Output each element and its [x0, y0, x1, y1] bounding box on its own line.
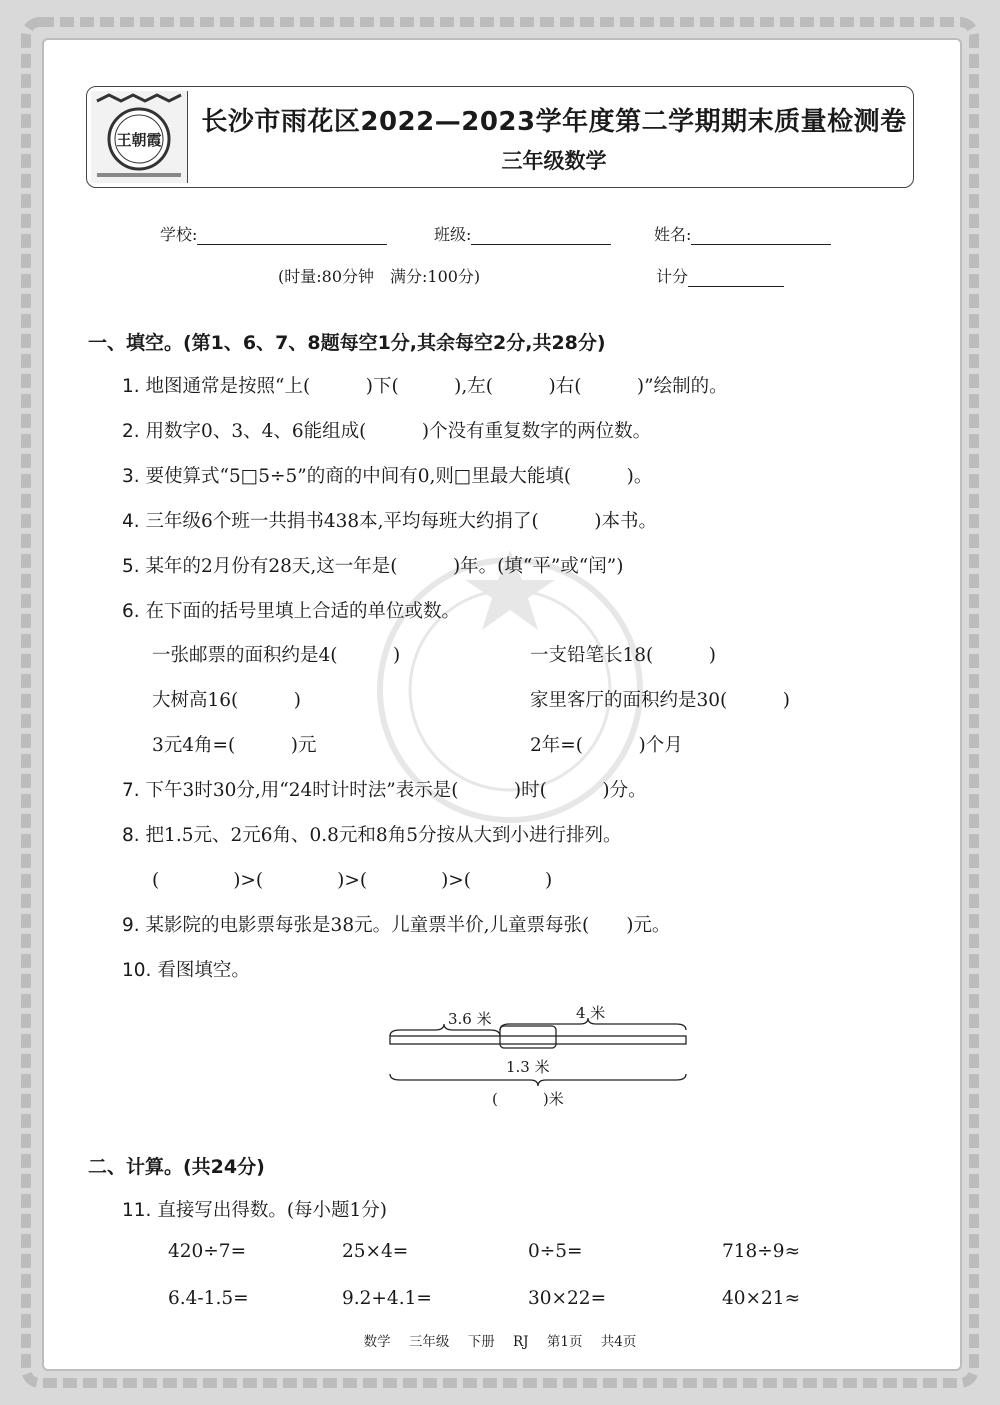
question-6f: 2年=( )个月: [530, 735, 683, 756]
question-6d: 家里客厅的面积约是30( ): [530, 690, 790, 711]
segment-bar: [390, 1036, 686, 1044]
question-6a: 一张邮票的面积约是4( ): [152, 645, 401, 666]
question-8-answer-row: ( )>( )>( )>( ): [152, 870, 553, 891]
calc-item: 40×21≈: [722, 1288, 801, 1309]
time-info: (时量:80分钟 满分:100分): [278, 267, 481, 286]
calc-item: 6.4-1.5=: [168, 1288, 249, 1309]
school-field[interactable]: [160, 222, 387, 245]
calc-item: 718÷9≈: [722, 1241, 801, 1262]
question-7: 7. 下午3时30分,用“24时计时法”表示是( )时( )分。: [122, 780, 647, 801]
page-footer: [0, 1330, 1000, 1350]
question-6c: 大树高16( ): [152, 690, 301, 711]
exam-header: [86, 86, 914, 188]
calc-item: 30×22=: [528, 1288, 607, 1309]
score-field[interactable]: [656, 264, 784, 287]
class-label: 班级:: [434, 225, 472, 244]
class-field[interactable]: [434, 222, 611, 245]
question-10: 10. 看图填空。: [122, 960, 250, 981]
calc-item: 420÷7=: [168, 1241, 247, 1262]
question-11: 11. 直接写出得数。(每小题1分): [122, 1200, 388, 1221]
footer-total: 共4页: [600, 1334, 637, 1350]
exam-subtitle: 三年级数学: [501, 149, 607, 173]
question-6: 6. 在下面的括号里填上合适的单位或数。: [122, 601, 461, 622]
footer-grade: 三年级: [408, 1334, 450, 1350]
question-9: 9. 某影院的电影票每张是38元。儿童票半价,儿童票每张( )元。: [122, 915, 671, 936]
exam-title: 长沙市雨花区2022—2023学年度第二学期期末质量检测卷: [201, 107, 907, 137]
question-3: 3. 要使算式“5□5÷5”的商的中间有0,则□里最大能填( )。: [122, 466, 653, 487]
left-length-label: 3.6 米: [448, 1010, 492, 1028]
question-4: 4. 三年级6个班一共捐书438本,平均每班大约捐了( )本书。: [122, 511, 657, 532]
question-6e: 3元4角=( )元: [152, 735, 317, 756]
name-field[interactable]: [654, 222, 831, 245]
footer-page: 第1页: [546, 1334, 583, 1350]
calc-item: 25×4=: [342, 1241, 409, 1262]
overlap-length-label: 1.3 米: [506, 1058, 550, 1076]
question-2: 2. 用数字0、3、4、6能组成( )个没有重复数字的两位数。: [122, 421, 652, 442]
total-length-label: ( )米: [492, 1090, 564, 1108]
question-6b: 一支铅笔长18( ): [530, 645, 716, 666]
calc-item: 0÷5=: [528, 1241, 583, 1262]
school-label: 学校:: [160, 225, 198, 244]
logo-text: 王朝霞: [116, 131, 162, 149]
publisher-logo: [91, 91, 188, 183]
calc-item: 9.2+4.1=: [342, 1288, 432, 1309]
footer-edition: RJ: [513, 1334, 529, 1350]
question-1: 1. 地图通常是按照“上( )下( ),左( )右( )”绘制的。: [122, 376, 728, 397]
right-length-label: 4 米: [576, 1004, 606, 1022]
question-5: 5. 某年的2月份有28天,这一年是( )年。(填“平”或“闰”): [122, 556, 624, 577]
footer-subject: 数学: [363, 1334, 391, 1350]
footer-volume: 下册: [467, 1334, 495, 1350]
score-label: 计分: [656, 267, 689, 286]
name-label: 姓名:: [654, 225, 692, 244]
section1-title: 一、填空。(第1、6、7、8题每空1分,其余每空2分,共28分): [88, 332, 606, 354]
segment-diagram: [380, 1000, 700, 1115]
question-8: 8. 把1.5元、2元6角、0.8元和8角5分按从大到小进行排列。: [122, 825, 622, 846]
section2-title: 二、计算。(共24分): [88, 1156, 265, 1178]
